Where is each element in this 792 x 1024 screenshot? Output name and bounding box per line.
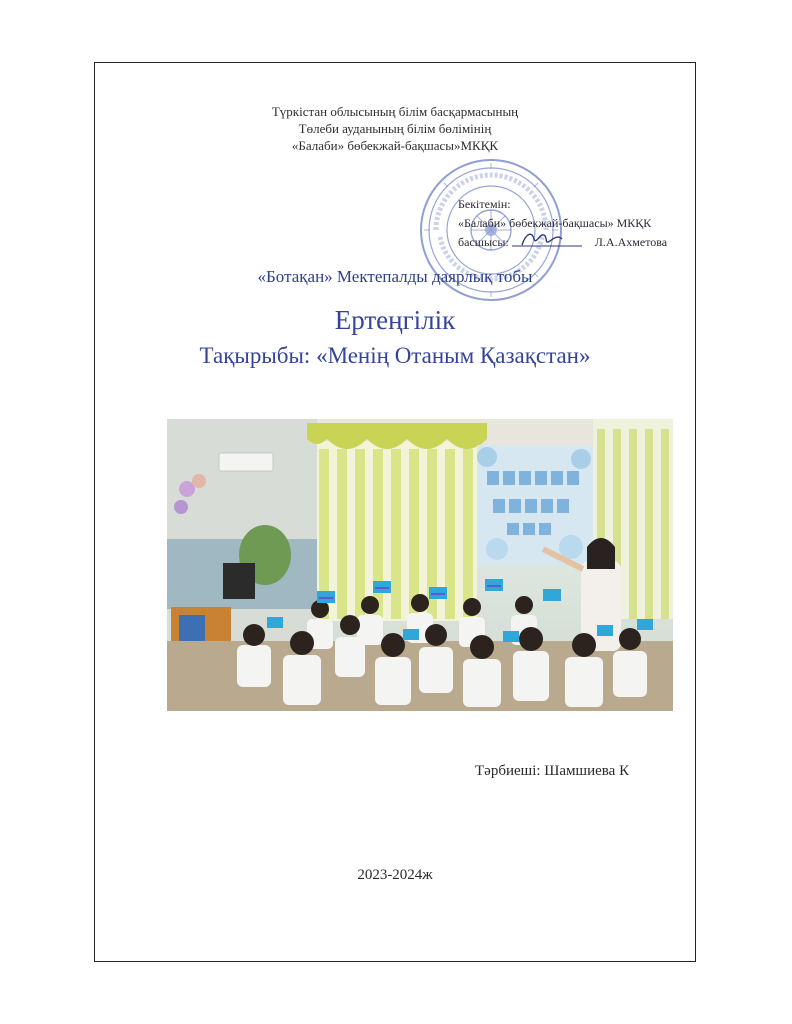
teacher-name: Тәрбиеші: Шамшиева К: [475, 763, 630, 779]
header-line-kindergarten: «Балаби» бөбекжай-бақшасы»МКҚК: [291, 138, 499, 153]
institution-header: [95, 103, 695, 154]
approval-head-name: Л.А.Ахметова: [594, 235, 668, 249]
header-line-region: Түркістан облысының білім басқармасының: [271, 104, 519, 119]
approval-block: [458, 195, 686, 252]
group-title: «Ботақан» Мектепалды даярлық тобы: [257, 267, 533, 286]
event-photo: [167, 419, 673, 711]
academic-years: 2023-2024ж: [357, 867, 433, 883]
approval-signature-row: [458, 233, 686, 252]
header-line-district: Төлеби ауданының білім бөлімінің: [298, 121, 492, 136]
approval-organization: «Балаби» бөбекжай-бақшасы» МКҚК: [458, 216, 652, 230]
topic-title: Тақырыбы: «Менің Отаным Қазақстан»: [199, 343, 591, 368]
approval-head-label: басшысы:: [458, 235, 509, 249]
event-title: Ертеңгілік: [334, 305, 456, 335]
approval-label: Бекітемін:: [458, 197, 511, 211]
document-page: [94, 62, 696, 962]
handwritten-signature: [514, 238, 580, 248]
